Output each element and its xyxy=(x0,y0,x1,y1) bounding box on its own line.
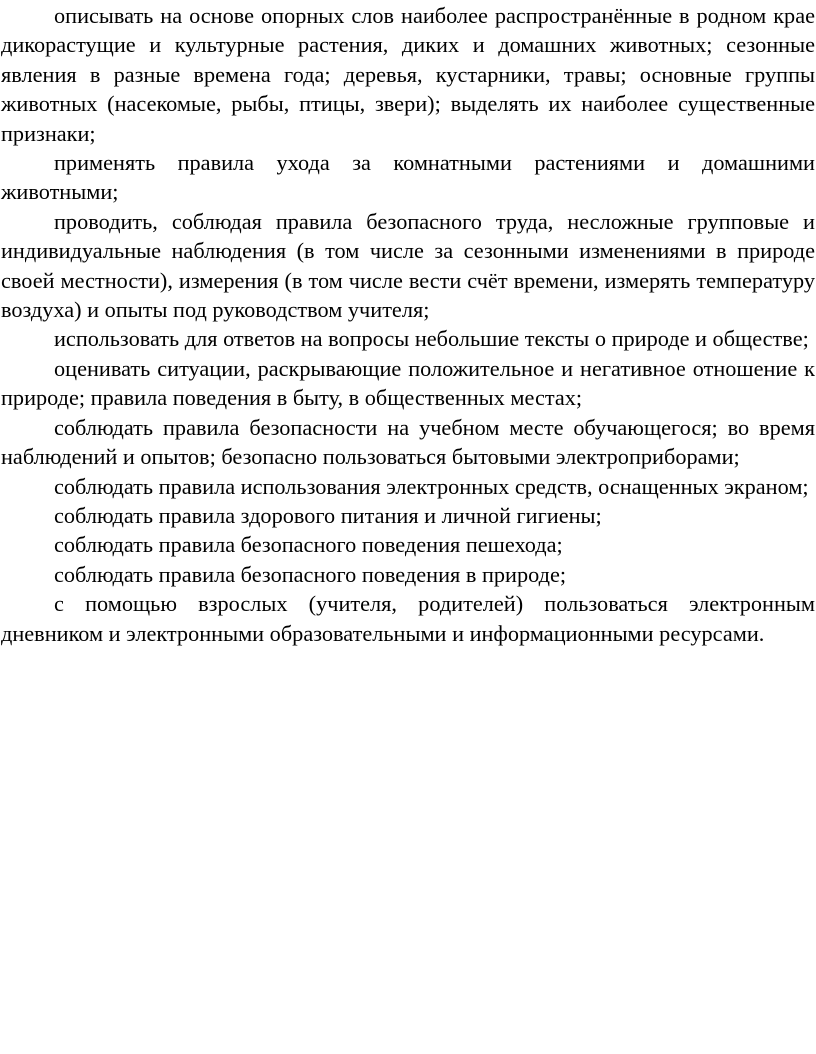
paragraph: проводить, соблюдая правила безопасного труда, несложные групповые и индивидуальные наблюдения (в том числе за сезонными изменениями в природе своей местности), измерения (в том числе вести счёт времени, измерять температуру воздуха) и опыты под руководством учителя; xyxy=(1,208,815,323)
paragraph: соблюдать правила использования электронных средств, оснащенных экраном; xyxy=(54,473,809,499)
paragraph: соблюдать правила здорового питания и личной гигиены; xyxy=(54,502,602,528)
paragraph: оценивать ситуации, раскрывающие положительное и негативное отношение к природе; правила поведения в быту, в общественных местах; xyxy=(1,355,815,411)
paragraph: использовать для ответов на вопросы небольшие тексты о природе и обществе; xyxy=(54,326,809,352)
paragraph: соблюдать правила безопасного поведения в природе; xyxy=(54,561,567,587)
paragraph: соблюдать правила безопасности на учебном месте обучающегося; во время наблюдений и опытов; безопасно пользоваться бытовыми электроприборами; xyxy=(1,414,815,470)
paragraph: описывать на основе опорных слов наиболее распространённые в родном крае дикорастущие и культурные растения, диких и домашних животных; сезонные явления в разные времена года; деревья, кустарники, травы; основные группы животных (насекомые, рыбы, птицы, звери); выделять их наиболее существенные признаки; xyxy=(1,3,815,146)
text-block xyxy=(1,1,815,648)
paragraph: соблюдать правила безопасного поведения пешехода; xyxy=(54,532,563,558)
paragraph: применять правила ухода за комнатными растениями и домашними животными; xyxy=(1,150,815,205)
paragraph: с помощью взрослых (учителя, родителей) пользоваться электронным дневником и электронными образовательными и информационными ресурсами. xyxy=(1,591,815,646)
